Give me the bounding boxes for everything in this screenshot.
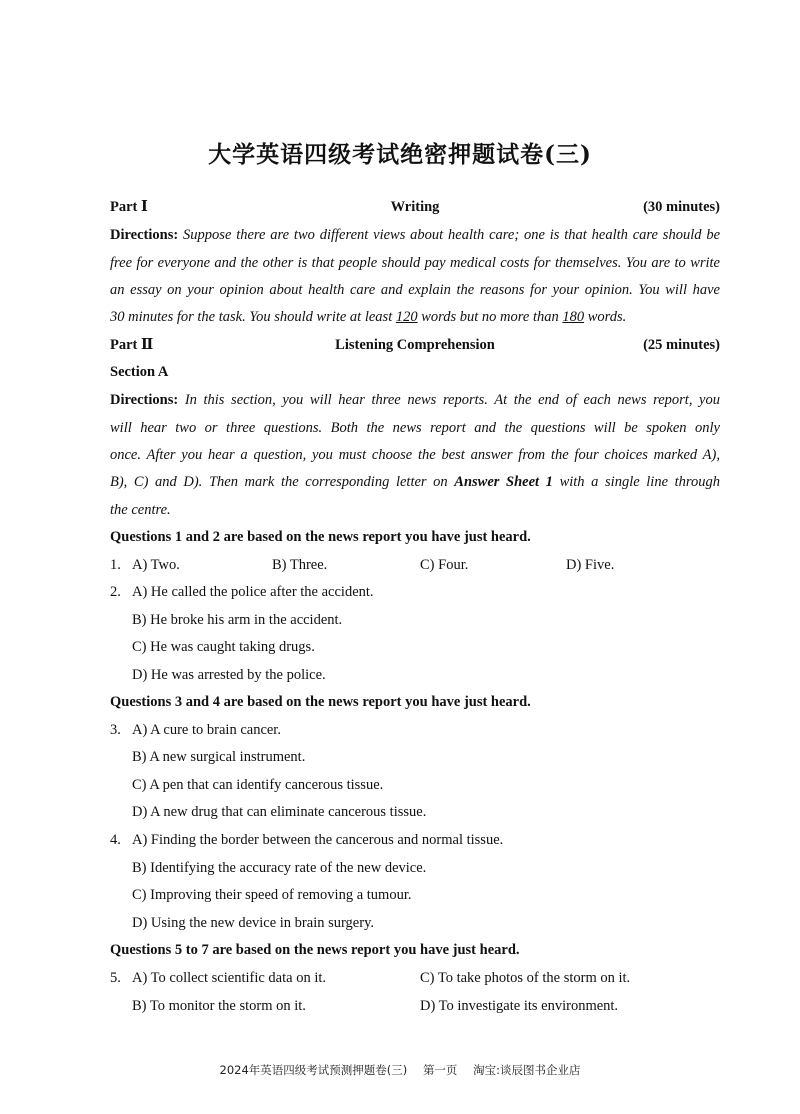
question-5-second-row (110, 995, 720, 1017)
question-2-option-d-row (110, 664, 720, 686)
answer-sheet-ref: Answer Sheet 1 (454, 474, 553, 490)
answer-option[interactable]: A) Finding the border between the cancerous and normal tissue. (132, 832, 504, 848)
question-number: 3. (110, 722, 121, 738)
part1-directions-line3: an essay on your opinion about health care and explain the reasons for your opinion. You will have (110, 282, 720, 298)
part2-line4-text-a: B), C) and D). Then mark the corresponding letter on (110, 474, 448, 490)
part2-directions-line5: the centre. (110, 502, 171, 518)
answer-option[interactable]: D) To investigate its environment. (420, 998, 619, 1014)
answer-option[interactable]: B) He broke his arm in the accident. (132, 612, 343, 628)
part1-header (110, 196, 720, 218)
answer-option[interactable]: C) A pen that can identify cancerous tissue. (132, 777, 384, 793)
part2-directions-line4 (110, 471, 720, 493)
answer-option[interactable]: D) A new drug that can eliminate cancerous tissue. (132, 804, 427, 820)
part2-line4-text-b: with a single line through (559, 474, 721, 490)
part1-line4-text-c: words. (587, 309, 627, 325)
group-heading: Questions 5 to 7 are based on the news report you have just heard. (110, 942, 520, 958)
part2-header (110, 334, 720, 356)
answer-option[interactable]: C) Four. (420, 557, 469, 573)
part1-time: (30 minutes) (643, 199, 720, 215)
question-4-option-c-row (110, 884, 720, 906)
answer-option[interactable]: C) He was caught taking drugs. (132, 639, 315, 655)
part2-directions-line1 (110, 389, 720, 411)
answer-option[interactable]: D) Five. (566, 557, 615, 573)
page-footer (0, 1062, 800, 1078)
footer-page-number: 第一页 (422, 1063, 458, 1077)
part2-name: Listening Comprehension (335, 337, 495, 353)
group-heading: Questions 3 and 4 are based on the news report you have just heard. (110, 694, 531, 710)
min-words: 120 (395, 309, 418, 325)
page-title: 大学英语四级考试绝密押题试卷(三) (208, 141, 592, 168)
part1-directions-line4 (110, 306, 720, 328)
question-3-option-b-row (110, 746, 720, 768)
question-number: 1. (110, 557, 121, 573)
max-words: 180 (562, 309, 585, 325)
part2-time: (25 minutes) (643, 337, 720, 353)
answer-option[interactable]: B) Three. (272, 557, 328, 573)
part1-label: Part Ⅰ (110, 199, 148, 215)
answer-option[interactable]: D) Using the new device in brain surgery. (132, 915, 375, 931)
question-3-option-d-row (110, 801, 720, 823)
part2-directions-line2: will hear two or three questions. Both the news report and the questions will be spoken only (110, 420, 720, 436)
answer-option[interactable]: C) To take photos of the storm on it. (420, 970, 631, 986)
part1-directions-line1 (110, 224, 720, 246)
question-3-option-c-row (110, 774, 720, 796)
question-number: 4. (110, 832, 121, 848)
footer-shop: 淘宝:谈辰图书企业店 (473, 1063, 581, 1077)
question-3 (110, 719, 720, 741)
question-number: 5. (110, 970, 121, 986)
answer-option[interactable]: A) He called the police after the accident. (132, 584, 374, 600)
footer-exam-title: 2024年英语四级考试预测押题卷(三) (219, 1063, 408, 1077)
part1-directions-label: Directions: (110, 227, 179, 243)
question-4-option-b-row (110, 857, 720, 879)
part1-directions-text: Suppose there are two different views about health care; one is that health care should be (183, 227, 721, 243)
answer-option[interactable]: C) Improving their speed of removing a tumour. (132, 887, 412, 903)
question-2 (110, 581, 720, 603)
question-2-option-c-row (110, 636, 720, 658)
part1-line4-text-b: words but no more than (421, 309, 559, 325)
part1-line4-text-a: 30 minutes for the task. You should write at least (110, 309, 393, 325)
answer-option[interactable]: B) To monitor the storm on it. (132, 998, 306, 1014)
question-1 (110, 554, 720, 576)
section-a-heading: Section A (110, 364, 169, 380)
question-number: 2. (110, 584, 121, 600)
part2-directions-line3: once. After you hear a question, you must choose the best answer from the four choices marked A), (110, 447, 720, 463)
question-5 (110, 967, 720, 989)
part2-directions-label: Directions: (110, 392, 179, 408)
part1-name: Writing (390, 199, 440, 215)
question-4 (110, 829, 720, 851)
part2-label: Part Ⅱ (110, 337, 154, 353)
part2-directions-text: In this section, you will hear three news reports. At the end of each news report, you (184, 392, 720, 408)
question-2-option-b-row (110, 609, 720, 631)
part1-directions-line2: free for everyone and the other is that people should pay medical costs for themselves. You are to write (110, 255, 720, 271)
answer-option[interactable]: D) He was arrested by the police. (132, 667, 326, 683)
answer-option[interactable]: B) A new surgical instrument. (132, 749, 306, 765)
answer-option[interactable]: B) Identifying the accuracy rate of the new device. (132, 860, 427, 876)
group-heading: Questions 1 and 2 are based on the news report you have just heard. (110, 529, 531, 545)
answer-option[interactable]: A) To collect scientific data on it. (132, 970, 327, 986)
answer-option[interactable]: A) A cure to brain cancer. (132, 722, 281, 738)
question-4-option-d-row (110, 912, 720, 934)
answer-option[interactable]: A) Two. (132, 557, 180, 573)
